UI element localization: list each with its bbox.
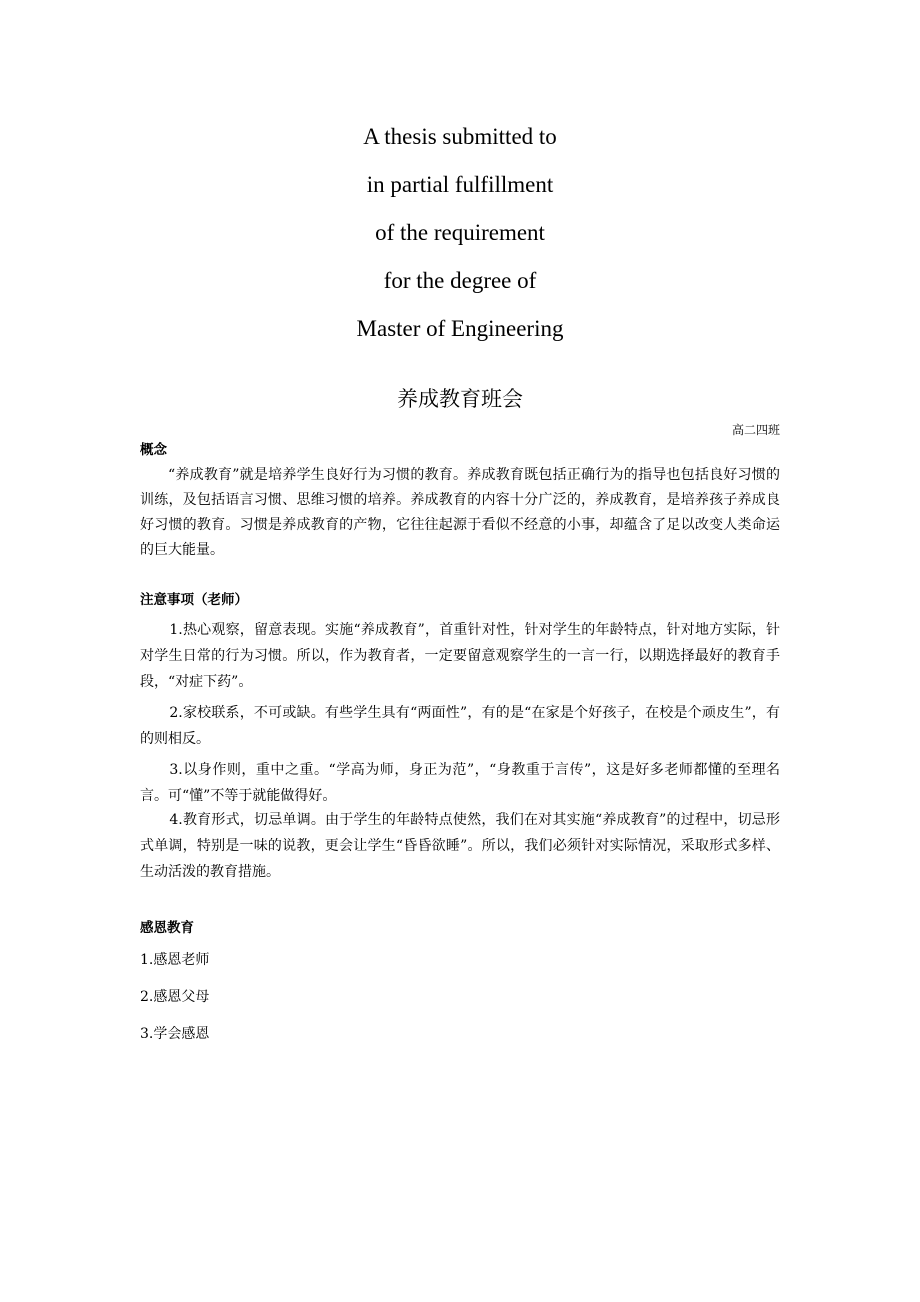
- document-title: 养成教育班会: [397, 387, 523, 411]
- note-item: 1.热心观察，留意表现。实施“养成教育”，首重针对性，针对学生的年龄特点，针对地方实际，针对学生日常的行为习惯。所以，作为教育者，一定要留意观察学生的一言一行，以期选择最好的教育手段，“对症下药”。: [140, 622, 780, 690]
- thesis-line: for the degree of: [383, 268, 537, 293]
- gratitude-heading: 感恩教育: [140, 920, 194, 936]
- thesis-line: in partial fulfillment: [366, 172, 554, 197]
- concept-heading: 概念: [140, 442, 167, 458]
- thesis-line: Master of Engineering: [356, 316, 564, 341]
- class-label: 高二四班: [731, 423, 780, 437]
- notes-list: [140, 617, 780, 885]
- thesis-line: A thesis submitted to: [363, 124, 557, 149]
- notes-heading: 注意事项（老师）: [140, 592, 248, 608]
- gratitude-list: [140, 950, 780, 1061]
- thesis-statement: [140, 0, 780, 358]
- gratitude-item: 3.学会感恩: [140, 1026, 210, 1042]
- gratitude-item: 1.感恩老师: [140, 952, 210, 968]
- note-item: 3.以身作则，重中之重。“学高为师，身正为范”，“身教重于言传”，这是好多老师都懂的至理名言。可“懂”不等于就能做得好。: [140, 762, 780, 804]
- thesis-line: of the requirement: [375, 220, 545, 245]
- note-item: 4.教育形式，切忌单调。由于学生的年龄特点使然，我们在对其实施“养成教育”的过程中，切忌形式单调，特别是一味的说教，更会让学生“昏昏欲睡”。所以，我们必须针对实际情况，采取形式多样、生动活泼的教育措施。: [140, 812, 780, 880]
- note-item: 2.家校联系，不可或缺。有些学生具有“两面性”，有的是“在家是个好孩子，在校是个顽皮生”，有的则相反。: [140, 705, 780, 747]
- gratitude-item: 2.感恩父母: [140, 989, 210, 1005]
- concept-paragraph: “养成教育”就是培养学生良好行为习惯的教育。养成教育既包括正确行为的指导也包括良好习惯的训练，及包括语言习惯、思维习惯的培养。养成教育的内容十分广泛的，养成教育，是培养孩子养成良好习惯的教育。习惯是养成教育的产物，它往往起源于看似不经意的小事，却蕴含了足以改变人类命运的巨大能量。: [140, 467, 780, 558]
